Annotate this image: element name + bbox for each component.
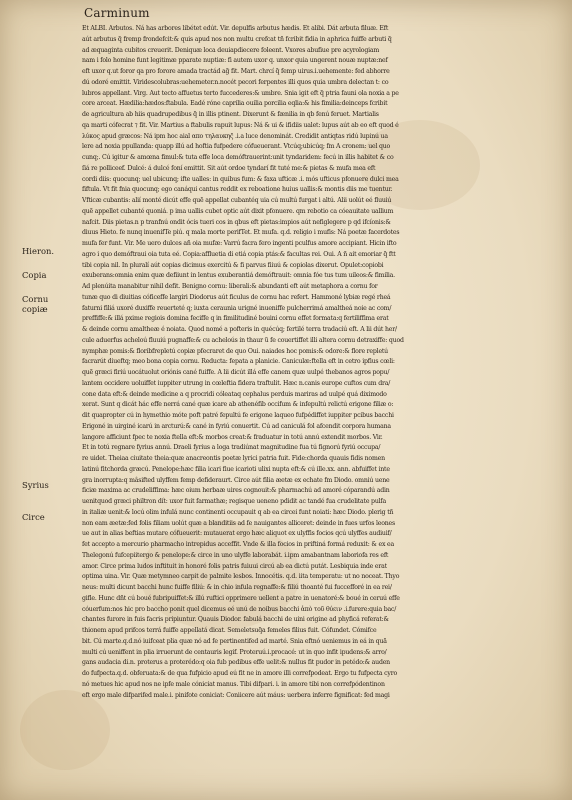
text-line: Ad plenúita manabitur nihil defit. Benigno cornu: liberali:& abundanti eft aút metaphora a cornu for — [82, 283, 378, 290]
text-line: eft ergo male difparifed male.i. pinifote coniciat: Coniicere aút máus: uerbera inferre fignificat: fed magi — [82, 691, 390, 699]
text-line: exuberans:omnia enim quæ defiiunt in lentus exuberantiá demóftrauit: omnia fóe tus tum uileos:& fimilia. — [82, 272, 395, 280]
text-line: & deinde cornu amaltheæ é noiata. Quod nomé a pofteris in quécúq; fertilé terra tradaciú eft. A lii dút her/ — [82, 326, 397, 333]
text-line: gra inorrupta:q mâsifted ulyffem femp defideraurt. Circe aút filia æetæ ex echate fm Diodo. omniú uene — [82, 476, 390, 484]
text-line: aút arbutus q̃ fremp frondefcit:& quis apud nos non multu crefcat tñ fcribit fidia in aphrica fuiffe arbuti q̃ — [82, 35, 392, 43]
text-line: Erigoné in uirginé icarú in arcturú:& cané in fyriú conuertit. Cú ad caniculá fol afcendit corpora humana — [82, 422, 391, 430]
text-line: eft uxor q.ut foror qa pro fororе amada tractád ag̃ fit. Mart. chrcí q̃ femp uirus.i.uehemente: fed abhorre — [82, 68, 390, 75]
text-line: nafcit. Diis pietas.n p tranfnú ondit ócis tueri cos in qbus eft pietas:impios aút nefiglegere p qd ifcíonis:& — [82, 218, 391, 226]
text-line: thionem apud prifcos terrá fuiffe appellatá dicat. Semeletsuq̃a femeles filius fuit. Cófundet. Cómifce — [82, 627, 377, 634]
text-line: dú odoré emittit. Viridescolubras:uehemeter.n.nocét pecori ferpentes illi quos quia umbra delectan t: co — [82, 78, 389, 86]
commentary-text — [82, 24, 560, 792]
margin-notes — [0, 0, 80, 800]
text-line: langore afficiunt fpec te noxia ftella eft:& morbos creat:& fraduatur in totú annú extendit morbos. Vir. — [82, 433, 383, 441]
text-line: nymphæ pomis:& floribfrepletú copiæ pfecraret de quo Oui. naiades hoc pomis:& odore:& flore repletú — [82, 347, 388, 355]
text-line: gans audacia di.n. proterus a proterédo:q oia fub pedibus effe uelit:& nullus fit pudor in petédo:& auden — [82, 659, 390, 667]
text-line: de agricultura ab hiis quadrupedibus q̃ in illis ptinent. Dixerunt & fænilia in qb fenú feruet. Martialis — [82, 111, 379, 118]
text-line: in italiæ uenit:& locú olim infulá nunc continenti occupauit q ab ea circei funt noiati: hæc Diodo. plerig tñ — [82, 508, 394, 516]
text-line: re uidet. Theiaa ciuitate theia:quæ anacreontis poetæ lyrici patria fuit. Fide:chorda quauis fidis nomen — [82, 455, 385, 462]
text-line: tunæ quo di diuitias cóficeffe largiri Diodorus aút ficulus de cornu hac refert. Hammoné lybiæ regé rheá — [82, 293, 391, 301]
text-line: qa marti cófecrat ⁊ fit. Vir. Martius a ftabulis rapuit lupus: Ná & ui & ifidiis ualet: lupus aút ab eo eft quod é — [82, 121, 399, 129]
text-line: Et in totú regnare fyrius annú. Draeli fyrius a loga tradiúnat magnitudine fua tú fignorú fyriú occupa/ — [82, 444, 381, 452]
text-line: Et ALBI. Arbutos. Ná has arbores libétet edút. Vir. depulfis arbutus hædis. Et alibi. Dát arbuta filuæ. Eft — [82, 25, 389, 32]
margin-note-cornu-copiae: Cornu copiæ — [22, 294, 49, 314]
text-line: diuus Hieto. fe nunq inuenifTe piú. q mala morte perifTet. Et mufa. q.d. religio i mufis: Ná poetæ facerdotes — [82, 229, 400, 237]
margin-note-hieron: Hieron. — [22, 246, 55, 256]
text-line: Vfticæ cubantis: alií monté dicút effe quẽ appellat cubantéq uia cú multú furgat i altú. Alii uolút eé fluuiú — [82, 197, 392, 204]
text-line: nó metues hic apud nos ne ipfe male cóniciat manus. Tibi difpari. i. in amore tibi non correfpódentinon — [82, 680, 385, 688]
text-line: nam i folo homine funt legitimæ pparate nuptiæ: fi autem uxor q. unxor quia ungerent nouæ nuptæ:nef — [82, 57, 388, 65]
text-line: λύκος apud græcos: Ná ipm hoc aial απο τηλαυκης̃ .i.a luce denominát. Credidit antiqtas ridú lupinú ua — [82, 132, 388, 140]
text-line: cóuerfum:nos hic pro baccho ponit quel dicemus eé unú de noibus bacchi ἀπὸ τοῦ θύειν .i.furere:quia bac/ — [82, 605, 397, 613]
text-line: faturni filiá uxoré duxiffe reuerteté q; iuxta ceraunia urigné inueniffe pulcherrimá amaltheá noie ac com/ — [82, 304, 392, 312]
text-line: latinú fitchorda græcú. Penelope:hæc filia icari fiue icarioti ulixi nupta eft:& cú ille.xx. ann. abfuiffet inte — [82, 465, 390, 473]
text-line: amor. Circe prima ludos inftituit in honoré folis patris fuiuui circú ab ea dictú putát. Lesbiquia inde erat — [82, 562, 387, 570]
text-line: ad æquaginta cubitos creuerit. Deniquæ loca deuiapdiecere foleent. Vxores abufiue pre acyrologiam — [82, 46, 380, 54]
text-line: ficiæ maxima ac crudeliffima: hæc oium herbaæ uires cognouit:& pharmachú ad amoré cóparandú adin — [82, 487, 390, 495]
text-line: non eam æetæ:fed folis filiam uolút quæ a blanditiis ad fe nauigantes alliceret: deinde in fues urfos leones — [82, 519, 395, 527]
text-line: gifle. Hunc dñt cú boué fubripuiffet:& illú ruftici opprimere uellent a patre in uenatoré:& boué in ceruú effe — [82, 594, 400, 602]
text-line: lubros appellant. Virg. Aut tecto affuetus terto fuccederes:& umbre. Snia igit eft q̃ ptria fauni ola noxia a pe — [82, 89, 399, 97]
text-line: preffiffe:& illá pxime regiois domina feciffe q in fimilitudiné bouini cornu effet formata:q fertiliffima erat — [82, 315, 389, 323]
text-line: fet accepto a mercurio pharmacho intrepidus acceffit. Vnde & illa focios in priftiná formá reduxit: & ex ea — [82, 541, 394, 548]
text-line: xerat. Sunt q dicát hác effe nerrá cané quæ icare ab athenéfib occifum & infepultú relictú erigone filiæ o: — [82, 401, 394, 409]
margin-note-copia: Copia — [22, 270, 47, 280]
text-line: dit quapropter cú in hymethio móte poft patré fepultú fe erigone laqueo fufpédiffet iuppiter pcibus bacchi — [82, 412, 394, 419]
text-line: ſiá re polliceef. Dulcé: á dulcé foní emittit. Sit aút ordoe tyndarí fit tuté me:& pietas & mufa mea eft — [82, 164, 376, 172]
text-line: ue aut in alias beftias mutare cófueuerit: mutauerat ergo hæc aliquot ex ulyffis focios qcú ulyffes audiuif/ — [82, 530, 392, 538]
text-line: facrarút diueftq; meo bona copia cornu. Reducta: fepata a planicie. Caniculæ:ftella eft in cetro ipfius cœli: — [82, 358, 395, 366]
text-line: core arceat. Hædilia:hædos:ftabula. Eadé róne caprilia ouilia porcilia eqlia:& his fimilia:deinceps fcribit — [82, 100, 388, 108]
text-line: multi cú ueniffent in plia irruerunt de centauris legif. Proteruú.i.procacé: ut in quo infit ipudens:& arro/ — [82, 648, 387, 656]
text-line: lantem occidere uoluiffet iuppiter utrung in cœleftia fidera traftulit. Hæc n.canis europe cuftos cum dra/ — [82, 379, 391, 387]
running-head: Carminum — [84, 6, 150, 20]
text-line: do fufpecta.q.d. obferuata:& de qua fufpicio apud eú fit ne in amore illi correfpodeat. Ergo tu fufpecta cyro — [82, 670, 397, 677]
text-line: fiftula. Vt fit fnia quocunq; ego canáqui cantus reddit ex reboatione huius uallis:& montis diis me tuentur. — [82, 186, 393, 194]
text-line: optima uina. Vir. Quæ metymneo carpit de palmite lesbos. Innocétis. q.d. iita temperatu: ut no noceat. Thyo — [82, 573, 400, 581]
text-line: cunq;. Cú igitur & amœna fimul:& tuta effe loca demóftrauerint:unit tyndaridem: fecú in illis habitet & co — [82, 154, 394, 161]
text-line: uenitquod græci philtron dít: uxor fuit farmathæ; regisque ueneno pdidit ac tandé fua crudelitate pulfa — [82, 498, 386, 505]
text-line: cordi diis: quocunq; uel ubicunq; ifte ualles: in quibus fum: & faxa ufticæ .i. mós ufticus pfonuere dulci mea — [82, 175, 399, 183]
text-line: mufa fer funt. Vir. Me uero dulces añ oia mufæ: Varrú facra fero ingenti pculfus amore accipiant. Hicin ifto — [82, 240, 397, 247]
margin-note-syrius: Syrius — [22, 480, 49, 490]
text-line: tibi copia nil. In pluralí aút copias dicimus exercitú & fi parvus fiiuú & copiolas dixerut. Opulet:copiobi — [82, 261, 384, 269]
text-line: bit. Cú marte.q.d.nó iuifceat plia quæ nó ad fe pertinentifed ad marté. Snia eftnó ueniemus in eá in quã — [82, 637, 387, 645]
text-line: neus: multi dicunt bacchi hunc fuiffe filiú: & in chio infula regnaffe:& filiú thoanté fui fuccefforé in ea rei/ — [82, 584, 392, 591]
text-line: agro i quo demóftraui oia tuta eé. Copia:affluetia di etiá copia ptás:& facultas rei. Oui. A ñ ait emoriar q̃ ftt — [82, 250, 396, 258]
text-line: chantes furore in fuis facris pripiuntur. Quauis Diodor. fabulá bacchi de uini origine ad phyficá referat:& — [82, 616, 389, 624]
text-line: quẽ appellet cubanté quoniá. p ima uallis cubet optic aút dixit pfonuere. qm rebotio ca cóeauitate uallium — [82, 207, 394, 215]
text-line: lere ad noxia ppullanda: quapp illú ad hoftia fufpedere cófueuerant. Vtcúq;ubicúq; fm A cronem: uel quo — [82, 143, 391, 151]
text-line: cone data eft:& deinde medicine a q procridi cóleataq cephalus perduis mariras ad uulpé quá diximodo — [82, 390, 387, 398]
text-line: cule aduerfus acheloú fluuiú pugnaffe:& cu acheloús in thaur ũ fe couertiffet illi altera cornu detraxiffe: quod — [82, 336, 404, 344]
text-line: quẽ græci firiú uocátuolut oriónis cané fuiffe. A lii dicút illá effe canem quæ uulpé thebanos agros popu/ — [82, 369, 390, 376]
margin-note-circe: Circe — [22, 512, 45, 522]
text-line: Thelegonú fufcepiitergo & penelope:& circe in uno ulyffe laborabát. i.ipm amabantnam laboriofa res eft — [82, 551, 389, 559]
